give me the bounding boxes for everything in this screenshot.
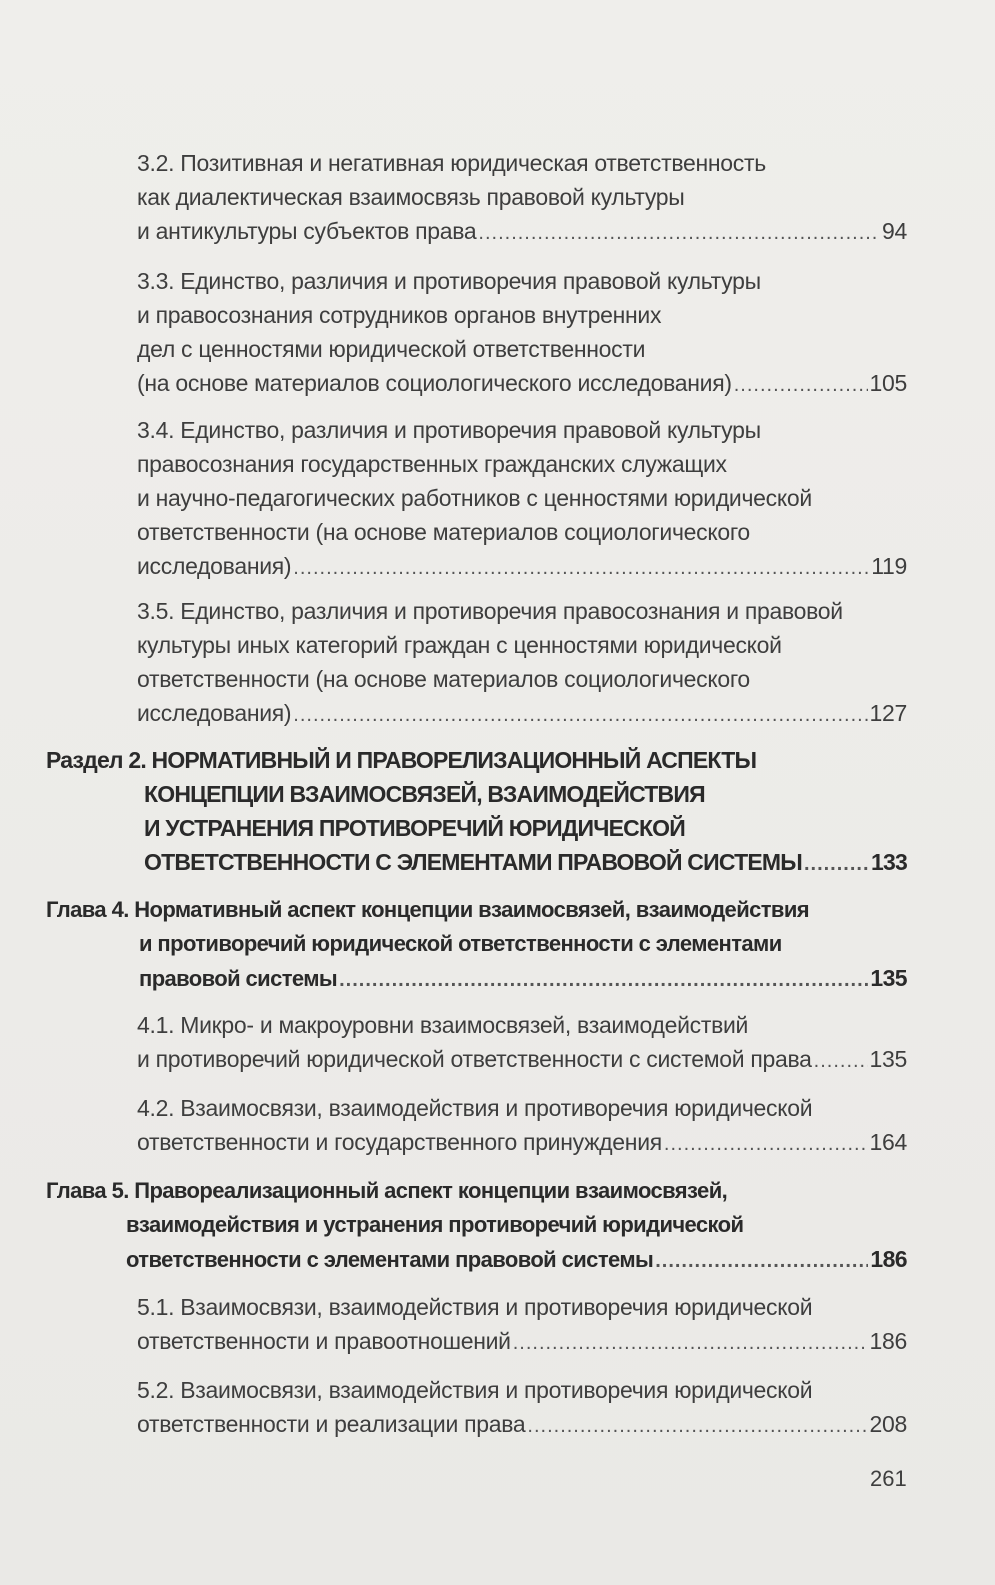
toc-page-number: 135 <box>869 1046 907 1072</box>
toc-last-line <box>137 1407 907 1441</box>
toc-line: взаимодействия и устранения противоречий юридической <box>126 1212 744 1237</box>
toc-section-heading: Раздел 2. НОРМАТИВНЫЙ И ПРАВОРЕЛИЗАЦИОННЫЙ АСПЕКТЫ <box>46 747 757 773</box>
toc-section-2 <box>46 743 907 879</box>
toc-line: исследования) <box>137 700 292 726</box>
toc-last-line <box>46 961 907 995</box>
toc-page-number: 127 <box>869 700 907 726</box>
toc-page-number: 164 <box>869 1129 907 1155</box>
toc-line: дел с ценностями юридической ответственности <box>137 336 646 362</box>
toc-line: ответственности с элементами правовой системы <box>126 1247 654 1272</box>
toc-line: ответственности и правоотношений <box>137 1328 511 1354</box>
toc-line: 5.2. Взаимосвязи, взаимодействия и противоречия юридической <box>137 1377 813 1403</box>
toc-entry-4-2 <box>137 1091 907 1159</box>
toc-chapter-5 <box>46 1174 907 1276</box>
toc-page-number: 133 <box>871 849 907 875</box>
dot-leader <box>339 963 868 997</box>
toc-line: 4.2. Взаимосвязи, взаимодействия и противоречия юридической <box>137 1095 813 1121</box>
toc-line: 4.1. Микро- и макроуровни взаимосвязей, взаимодействий <box>137 1012 749 1038</box>
toc-page-number: 105 <box>869 370 907 396</box>
toc-line: 3.3. Единство, различия и противоречия правовой культуры <box>137 268 761 294</box>
dot-leader <box>734 368 868 402</box>
toc-line: исследования) <box>137 553 292 579</box>
dot-leader <box>293 698 867 732</box>
toc-line: 3.2. Позитивная и негативная юридическая ответственность <box>137 150 766 176</box>
toc-line: и научно-педагогических работников с ценностями юридической <box>137 485 812 511</box>
toc-entry-5-1 <box>137 1290 907 1358</box>
dot-leader <box>814 1044 868 1078</box>
toc-last-line <box>137 1324 907 1358</box>
toc-entry-3-5 <box>137 594 907 730</box>
toc-line: КОНЦЕПЦИИ ВЗАИМОСВЯЗЕЙ, ВЗАИМОДЕЙСТВИЯ <box>144 781 705 807</box>
toc-last-line <box>137 366 907 400</box>
toc-last-line <box>137 214 907 248</box>
toc-line: и антикультуры субъектов права <box>137 218 477 244</box>
toc-line: и противоречий юридической ответственности с элементами <box>139 931 782 956</box>
toc-line: ОТВЕТСТВЕННОСТИ С ЭЛЕМЕНТАМИ ПРАВОВОЙ СИСТЕМЫ <box>144 849 802 875</box>
toc-line: культуры иных категорий граждан с ценностями юридической <box>137 632 782 658</box>
dot-leader <box>664 1127 868 1161</box>
dot-leader <box>513 1326 868 1360</box>
toc-page-number: 135 <box>870 965 907 991</box>
dot-leader <box>478 216 880 250</box>
toc-line: ответственности (на основе материалов социологического <box>137 519 750 545</box>
toc-entry-3-3 <box>137 264 907 400</box>
toc-last-line <box>137 549 907 583</box>
toc-line: 5.1. Взаимосвязи, взаимодействия и противоречия юридической <box>137 1294 813 1320</box>
dot-leader <box>804 847 869 881</box>
toc-line: 3.4. Единство, различия и противоречия правовой культуры <box>137 417 761 443</box>
toc-line: 3.5. Единство, различия и противоречия правосознания и правовой <box>137 598 843 624</box>
dot-leader <box>527 1409 867 1443</box>
dot-leader <box>293 551 869 585</box>
toc-entry-4-1 <box>137 1008 907 1076</box>
toc-line: ответственности (на основе материалов социологического <box>137 666 750 692</box>
toc-page-number: 94 <box>882 218 907 244</box>
toc-line: ответственности и реализации права <box>137 1411 526 1437</box>
toc-page-number: 186 <box>869 1328 907 1354</box>
toc-line: И УСТРАНЕНИЯ ПРОТИВОРЕЧИЙ ЮРИДИЧЕСКОЙ <box>144 815 685 841</box>
toc-page-number: 186 <box>870 1246 907 1272</box>
toc-last-line <box>137 1042 907 1076</box>
toc-chapter-heading: Глава 5. Правореализационный аспект концепции взаимосвязей, <box>46 1178 728 1203</box>
toc-page-number: 208 <box>869 1411 907 1437</box>
toc-line: ответственности и государственного принуждения <box>137 1129 662 1155</box>
toc-last-line <box>137 1125 907 1159</box>
toc-line: правовой системы <box>139 966 338 991</box>
toc-page-number: 119 <box>871 553 907 579</box>
toc-last-line <box>137 696 907 730</box>
toc-last-line <box>46 1242 907 1276</box>
page-number: 261 <box>870 1466 907 1491</box>
dot-leader <box>655 1244 868 1278</box>
toc-entry-5-2 <box>137 1373 907 1441</box>
toc-chapter-4 <box>46 893 907 995</box>
toc-last-line <box>46 845 907 879</box>
toc-entry-3-2 <box>137 146 907 248</box>
toc-line: правосознания государственных гражданских служащих <box>137 451 727 477</box>
toc-line: и правосознания сотрудников органов внутренних <box>137 302 662 328</box>
toc-line: как диалектическая взаимосвязь правовой культуры <box>137 184 685 210</box>
toc-line: и противоречий юридической ответственности с системой права <box>137 1046 812 1072</box>
toc-chapter-heading: Глава 4. Нормативный аспект концепции взаимосвязей, взаимодействия <box>46 897 810 922</box>
toc-line: (на основе материалов социологического исследования) <box>137 370 732 396</box>
toc-entry-3-4 <box>137 413 907 583</box>
